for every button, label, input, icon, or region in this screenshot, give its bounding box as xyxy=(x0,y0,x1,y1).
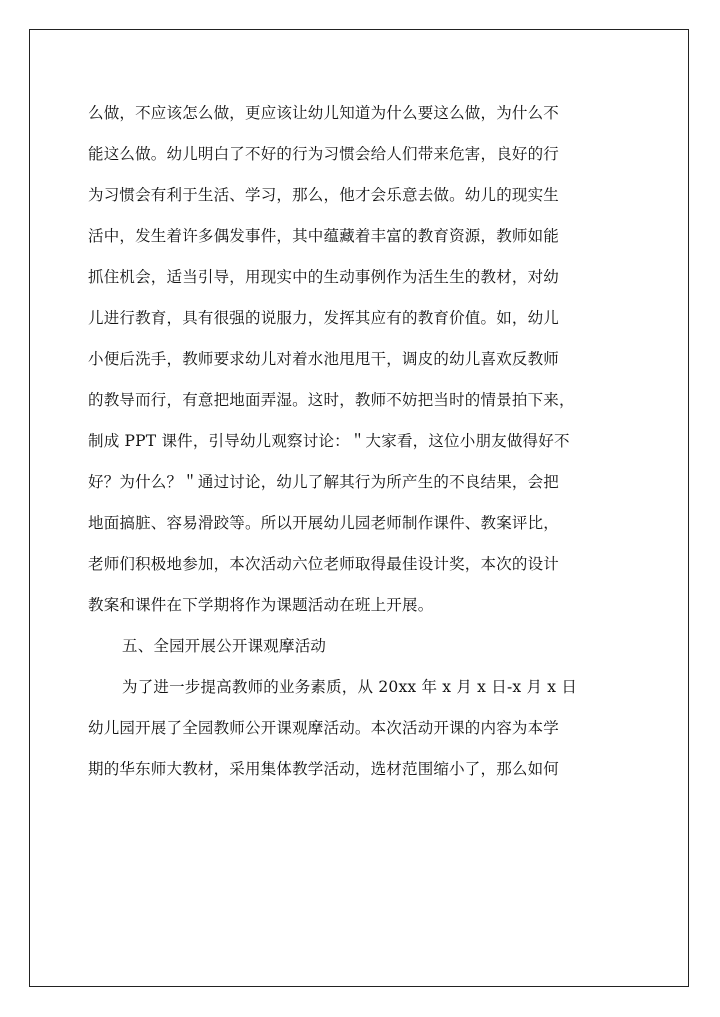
text-line: 期的华东师大教材，采用集体教学活动，选材范围缩小了，那么如何 xyxy=(88,760,560,778)
text-line: 能这么做。幼儿明白了不好的行为习惯会给人们带来危害，良好的行 xyxy=(88,145,560,163)
text-line: 小便后洗手，教师要求幼儿对着水池甩甩干，调皮的幼儿喜欢反教师 xyxy=(88,350,560,368)
text-line: 为习惯会有利于生活、学习，那么，他才会乐意去做。幼儿的现实生 xyxy=(88,186,560,204)
document-body xyxy=(88,93,658,790)
text-line: 教案和课件在下学期将作为课题活动在班上开展。 xyxy=(88,596,434,614)
text-line: 儿进行教育，具有很强的说服力，发挥其应有的教育价值。如，幼儿 xyxy=(88,309,560,327)
text-line: 的教导而行，有意把地面弄湿。这时，教师不妨把当时的情景拍下来， xyxy=(88,391,575,409)
text-line: 为了进一步提高教师的业务素质，从 20xx 年 x 月 x 日-x 月 x 日 xyxy=(122,678,578,696)
text-line: 制成 PPT 课件，引导幼儿观察讨论：＂大家看，这位小朋友做得好不 xyxy=(88,432,570,450)
paragraph xyxy=(88,667,658,790)
text-line: 幼儿园开展了全园教师公开课观摩活动。本次活动开课的内容为本学 xyxy=(88,719,560,737)
text-line: 抓住机会，适当引导，用现实中的生动事例作为活生生的教材，对幼 xyxy=(88,268,560,286)
text-line: 老师们积极地参加，本次活动六位老师取得最佳设计奖，本次的设计 xyxy=(88,555,560,573)
text-line: 地面搞脏、容易滑跤等。所以开展幼儿园老师制作课件、教案评比， xyxy=(88,514,560,532)
section-heading: 五、全园开展公开课观摩活动 xyxy=(122,637,327,655)
paragraph xyxy=(88,93,658,626)
text-line: 么做，不应该怎么做，更应该让幼儿知道为什么要这么做，为什么不 xyxy=(88,104,560,122)
text-line: 好？为什么？＂通过讨论，幼儿了解其行为所产生的不良结果，会把 xyxy=(88,473,560,491)
text-line: 活中，发生着许多偶发事件，其中蕴藏着丰富的教育资源，教师如能 xyxy=(88,227,560,245)
